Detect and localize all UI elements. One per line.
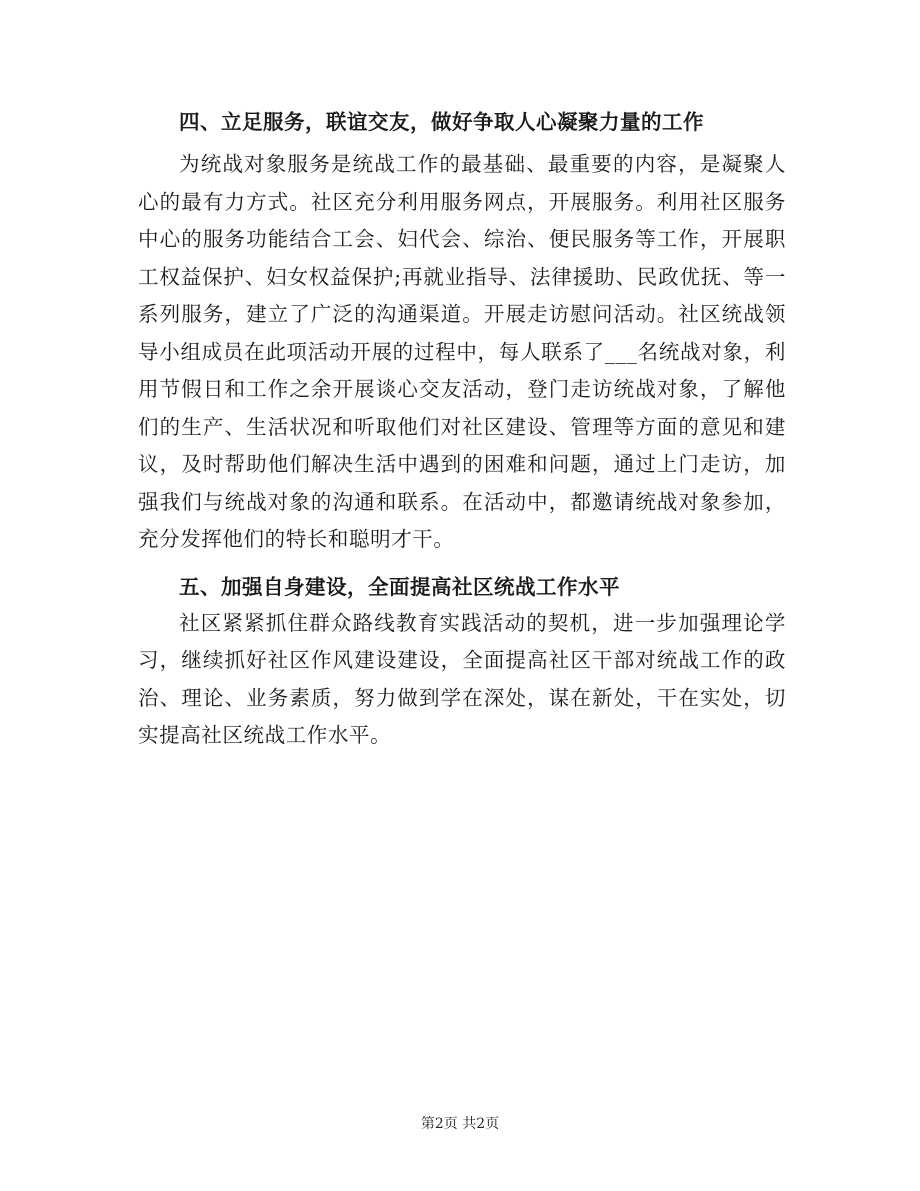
section-heading-4: 四、立足服务，联谊交友，做好争取人心凝聚力量的工作 bbox=[179, 110, 704, 134]
section-heading-5: 五、加强自身建设，全面提高社区统战工作水平 bbox=[179, 574, 620, 599]
section-paragraph-4: 为统战对象服务是统战工作的最基础、最重要的内容，是凝聚人心的最有力方式。社区充分利用服务网点，开展服务。利用社区服务中心的服务功能结合工会、妇代会、综治、便民服务等工作，开展职工权益保护、妇女权益保护;再就业指导、法律援助、民政优抚、等一系列服务，建立了广泛的沟通渠道。开展走访慰问活动。社区统战领导小组成员在此项活动开展的过程中，每人联系了___名统战对象，利用节假日和工作之余开展谈心交友活动，登门走访统战对象，了解他们的生产、生活状况和听取他们对社区建设、管理等方面的意见和建议，及时帮助他们解决生活中遇到的困难和问题，通过上门走访，加强我们与统战对象的沟通和联系。在活动中，都邀请统战对象参加，充分发挥他们的特长和聪明才干。 bbox=[138, 152, 786, 551]
page-number-footer: 第2页 共2页 bbox=[420, 1116, 500, 1132]
section-paragraph-5: 社区紧紧抓住群众路线教育实践活动的契机，进一步加强理论学习，继续抓好社区作风建设建设，全面提高社区干部对统战工作的政治、理论、业务素质，努力做到学在深处，谋在新处，干在实处，切实提高社区统战工作水平。 bbox=[138, 610, 786, 747]
document-body bbox=[138, 108, 786, 755]
